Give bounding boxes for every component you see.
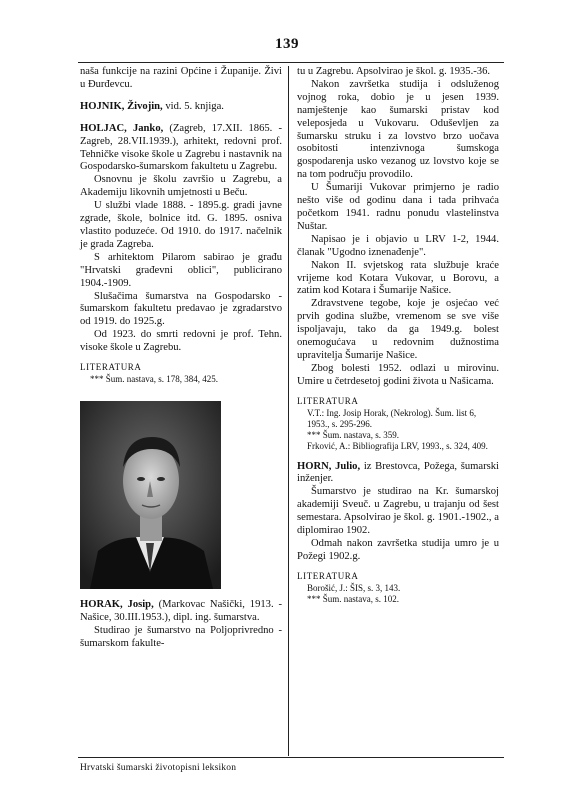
horn-paragraph-3: Odmah nakon završetka studija umro je u Požegi 1902.g. <box>297 538 499 562</box>
holjac-paragraph-6: Od 1923. do smrti redovni je prof. Tehn. visoke škole u Zagrebu. <box>80 329 282 354</box>
entry-hojnik <box>80 101 282 114</box>
left-column <box>80 66 282 660</box>
horak-paragraph-8: Zbog bolesti 1952. odlazi u mirovinu. Umire u četrdesetoj godini života u Našicama. <box>297 362 499 387</box>
entry-heading-horak: HORAK, Josip, <box>80 598 154 610</box>
horak-paragraph-2-continued: tu u Zagrebu. Apsolvirao je škol. g. 1935.-36. <box>297 66 491 77</box>
horn-literature-heading: LITERATURA <box>297 570 359 581</box>
bottom-rule <box>78 757 504 758</box>
horak-literature-item: V.T.: Ing. Josip Horak, (Nekrolog). Šum. list 6, 1953., s. 295-296. <box>307 407 477 429</box>
horak-paragraph-4: U Šumariji Vukovar primjerno je radio nešto više od godinu dana i tada prihvaća početkom 1941. radnu ponudu vlastelinstva Nuštar. <box>297 182 499 232</box>
horak-paragraph-7: Zdravstvene tegobe, koje je osjećao već prvih godina službe, vremenom se sve više ispoljavaju, tako da ga 1949.g. bolest onemogućava u redovnim dužnostima upravitelja Šumarije Našice. <box>297 298 499 361</box>
holjac-paragraph-3: U službi vlade 1888. - 1895.g. gradi javne zgrade, škole, bolnice itd. G. 1895. osniva vlastito poduzeće. Od 1910. do 1917. načelnik je grada Zagreba. <box>80 200 282 250</box>
continuation-text: naša funkcije na razini Općine i Županije. Živi u Đurđevcu. <box>80 66 282 90</box>
entry-heading-holjac: HOLJAC, Janko, <box>80 122 164 134</box>
holjac-paragraph-4: S arhitektom Pilarom sabirao je građu "Hrvatski građevni oblici", publicirano 1904.-1909. <box>80 251 282 289</box>
horn-paragraph-2: Šumarstvo je studirao na Kr. šumarskoj akademiji Sveuč. u Zagrebu, u trajanju od šest semestara. Apsolvirao je škol. g. 1901.-1902., a diplomirao 1902. <box>297 486 499 537</box>
entry-heading-horn: HORN, Julio, <box>297 460 361 472</box>
horak-paragraph-5: Napisao je i objavio u LRV 1-2, 1944. članak "Ugodno iznenađenje". <box>297 233 499 258</box>
continuation-entry <box>80 66 282 92</box>
entry-horn <box>297 461 499 605</box>
horak-literature-item: Frković, A.: Bibliografija LRV, 1993., s. 324, 409. <box>307 440 488 451</box>
horak-paragraph-1: (Markovac Našički, 1913. - Našice, 30.III.1953.), dipl. ing. šumarstva. <box>80 598 282 623</box>
portrait-photo <box>80 401 221 589</box>
page-footer: Hrvatski šumarski životopisni leksikon <box>80 763 237 773</box>
entry-horak <box>80 599 282 651</box>
horn-paragraph-1: iz Brestovca, Požega, šumarski inženjer. <box>297 460 500 485</box>
entry-holjac <box>80 123 282 385</box>
holjac-literature-item: *** Šum. nastava, s. 178, 384, 425. <box>90 373 218 384</box>
entry-horak-continued <box>297 66 499 452</box>
right-column <box>297 66 499 614</box>
horak-paragraph-3: Nakon završetka studija i odsluženog vojnog roka, dobio je u jesen 1939. namještenje kao šumarski pristav kod veleposjeda u Vukovaru. Oduševljen za šumarsku struku i za lovstvo brzo uočava osobitosti intenzivnoga šumskoga gospodarenja usko vezanog uz lovstvo koje se na tom području provodilo. <box>297 78 499 181</box>
horak-paragraph-6: Nakon II. svjetskog rata službuje kraće vrijeme kod Kotara Vukovar, u Borovu, a zatim kod Kotara i Šumarije Našice. <box>297 259 499 297</box>
page-number: 139 <box>275 36 299 52</box>
horn-literature-item: *** Šum. nastava, s. 102. <box>307 593 399 604</box>
holjac-paragraph-5: Slušačima šumarstva na Gospodarsko - šumarskom fakultetu predavao je zgradarstvo od 1919. do 1925.g. <box>80 290 282 328</box>
holjac-literature-heading: LITERATURA <box>80 362 142 373</box>
column-separator <box>288 66 289 756</box>
holjac-paragraph-1: (Zagreb, 17.XII. 1865. - Zagreb, 28.VII.1939.), arhitekt, redovni prof. Tehničke visoke škole u Zagrebu i nastavnik na Gospodarsko-šumarskom fakultetu u Zagrebu. <box>80 122 282 173</box>
horn-literature-item: Borošić, J.: ŠIS, s. 3, 143. <box>307 582 401 593</box>
holjac-paragraph-2: Osnovnu je školu završio u Zagrebu, a Akademiju likovnih umjetnosti u Beču. <box>80 174 282 199</box>
horak-literature-item: *** Šum. nastava, s. 359. <box>307 429 399 440</box>
horak-paragraph-2: Studirao je šumarstvo na Poljoprivredno - šumarskom fakulte- <box>80 624 282 649</box>
entry-text-hojnik: vid. 5. knjiga. <box>165 100 224 112</box>
entry-heading-hojnik: HOJNIK, Živojin, <box>80 100 163 112</box>
top-rule <box>78 62 504 63</box>
horak-literature-heading: LITERATURA <box>297 395 359 406</box>
